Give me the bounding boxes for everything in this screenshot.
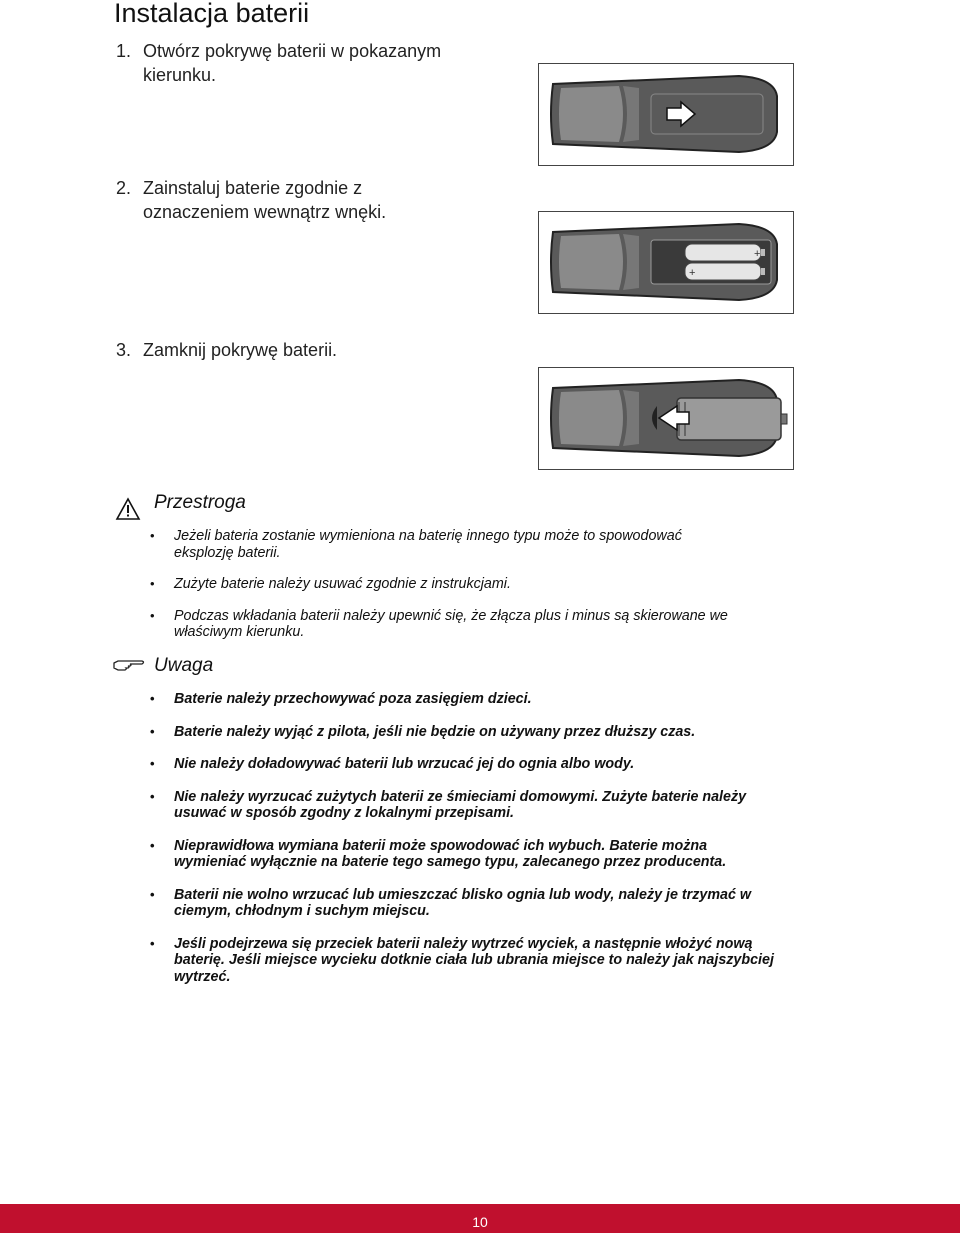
bullet: • bbox=[150, 756, 155, 771]
step-text: Otwórz pokrywę baterii w pokazanym bbox=[143, 41, 442, 61]
list-item: • Baterie należy wyjąć z pilota, jeśli nie będzie on używany przez dłuższy czas. bbox=[150, 723, 696, 740]
step-number: 2. bbox=[116, 178, 132, 198]
step-number: 1. bbox=[116, 41, 132, 61]
list-item: • Baterii nie wolno wrzucać lub umieszczać blisko ognia lub wody, należy je trzymać w ciemym, chłodnym i suchym miejscu. bbox=[150, 886, 752, 919]
list-item: • Baterie należy przechowywać poza zasięgiem dzieci. bbox=[150, 691, 532, 707]
battery-plus-label-1: + bbox=[754, 248, 761, 260]
bullet: • bbox=[150, 788, 155, 804]
step-text-cont: oznaczeniem wewnątrz wnęki. bbox=[143, 202, 387, 222]
step-1 bbox=[116, 39, 441, 87]
list-item: • Zużyte baterie należy usuwać zgodnie z instrukcjami. bbox=[150, 576, 511, 592]
list-item: • Nie należy wyrzucać zużytych baterii ze śmieciami domowymi. Zużyte baterie należy usuwać w sposób zgodny z lokalnymi przepisami. bbox=[150, 788, 747, 821]
bullet: • bbox=[150, 576, 155, 591]
note-list bbox=[148, 691, 848, 985]
step-text: Zainstaluj baterie zgodnie z bbox=[143, 178, 363, 198]
step-text: Zamknij pokrywę baterii. bbox=[143, 340, 338, 360]
bullet: • bbox=[150, 607, 155, 623]
bullet: • bbox=[150, 723, 155, 739]
step-text-cont: kierunku. bbox=[143, 65, 217, 85]
bullet: • bbox=[150, 691, 155, 706]
caution-title: Przestroga bbox=[154, 492, 246, 513]
bullet: • bbox=[150, 935, 155, 951]
note-title: Uwaga bbox=[154, 655, 214, 676]
step-3 bbox=[116, 338, 337, 362]
figure-close-cover bbox=[538, 367, 794, 470]
warning-triangle-icon bbox=[115, 497, 141, 526]
figure-insert-batteries bbox=[538, 211, 794, 314]
step-number: 3. bbox=[116, 340, 132, 360]
list-item: • Podczas wkładania baterii należy upewnić się, że złącza plus i minus są skierowane we właściwym kierunku. bbox=[150, 607, 728, 640]
figure-open-cover bbox=[538, 63, 794, 166]
page-number: 10 bbox=[472, 1214, 488, 1230]
bullet: • bbox=[150, 528, 155, 543]
pointing-hand-icon bbox=[112, 657, 146, 678]
list-item: • Jeśli podejrzewa się przeciek baterii należy wytrzeć wyciek, a następnie włożyć nową baterię. Jeśli miejsce wycieku dotknie ciała lub ubrania miejsce to należy jak najszybciej wytrzeć. bbox=[150, 935, 774, 985]
bullet: • bbox=[150, 886, 155, 902]
bullet: • bbox=[150, 837, 155, 853]
page-title: Instalacja baterii bbox=[114, 0, 310, 28]
list-item: • Nie należy doładowywać baterii lub wrzucać jej do ognia albo wody. bbox=[150, 756, 635, 772]
list-item: • Jeżeli bateria zostanie wymieniona na baterię innego typu może to spowodować eksplozję baterii. bbox=[150, 528, 682, 561]
list-item: • Nieprawidłowa wymiana baterii może spowodować ich wybuch. Baterie można wymieniać wyłącznie na baterie tego samego typu, zalecanego przez producenta. bbox=[150, 837, 727, 870]
battery-plus-label-2: + bbox=[689, 267, 696, 279]
step-2 bbox=[116, 176, 386, 224]
caution-list bbox=[148, 528, 848, 641]
